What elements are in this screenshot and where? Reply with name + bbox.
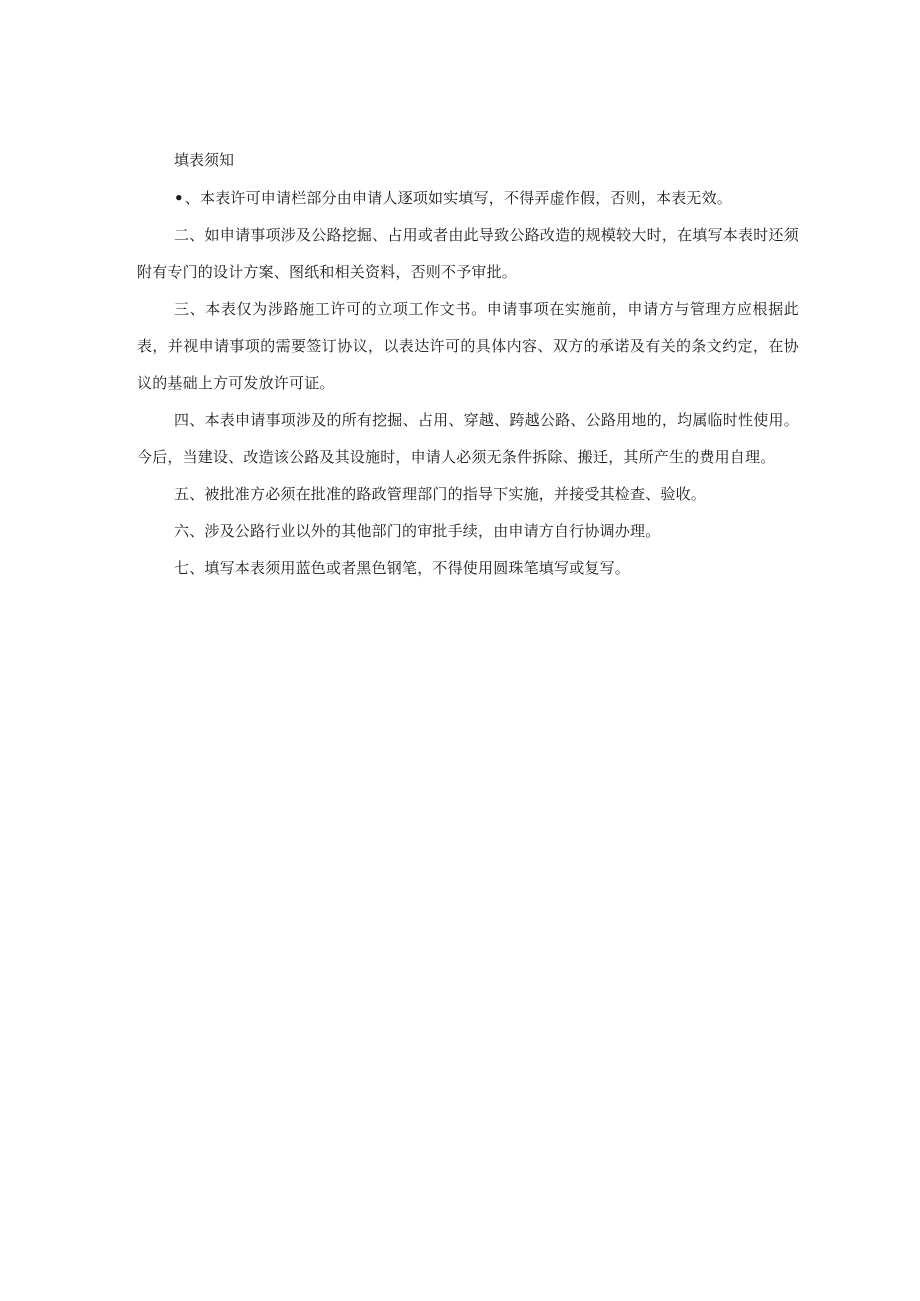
instruction-item-7: 七、填写本表须用蓝色或者黑色钢笔，不得使用圆珠笔填写或复写。 — [174, 559, 631, 577]
instruction-item-1-text: 、本表许可申请栏部分由申请人逐项如实填写，不得弄虚作假，否则，本表无效。 — [184, 189, 733, 207]
instruction-item-3: 三、本表仅为涉路施工许可的立项工作文书。申请事项在实施前，申请方与管理方应根据此表，并视申请事项的需要签订协议，以表达许可的具体内容、双方的承诺及有关的条文约定，在协议的基础上方可发放许可证。 — [137, 300, 799, 392]
instruction-item-2: 二、如申请事项涉及公路挖掘、占用或者由此导致公路改造的规模较大时，在填写本表时还须附有专门的设计方案、图纸和相关资料，否则不予审批。 — [137, 226, 799, 281]
page-title: 填表须知 — [174, 151, 235, 169]
instructions-section — [137, 142, 799, 587]
instruction-item-1 — [137, 180, 799, 217]
bullet-marker: • — [174, 189, 184, 207]
instruction-item-5: 五、被批准方必须在批准的路政管理部门的指导下实施，并接受其检查、验收。 — [174, 485, 707, 503]
instruction-item-4: 四、本表申请事项涉及的所有挖掘、占用、穿越、跨越公路、公路用地的，均属临时性使用。今后，当建设、改造该公路及其设施时，申请人必须无条件拆除、搬迁，其所产生的费用自理。 — [137, 411, 799, 466]
instruction-item-6: 六、涉及公路行业以外的其他部门的审批手续，由申请方自行协调办理。 — [174, 522, 661, 540]
